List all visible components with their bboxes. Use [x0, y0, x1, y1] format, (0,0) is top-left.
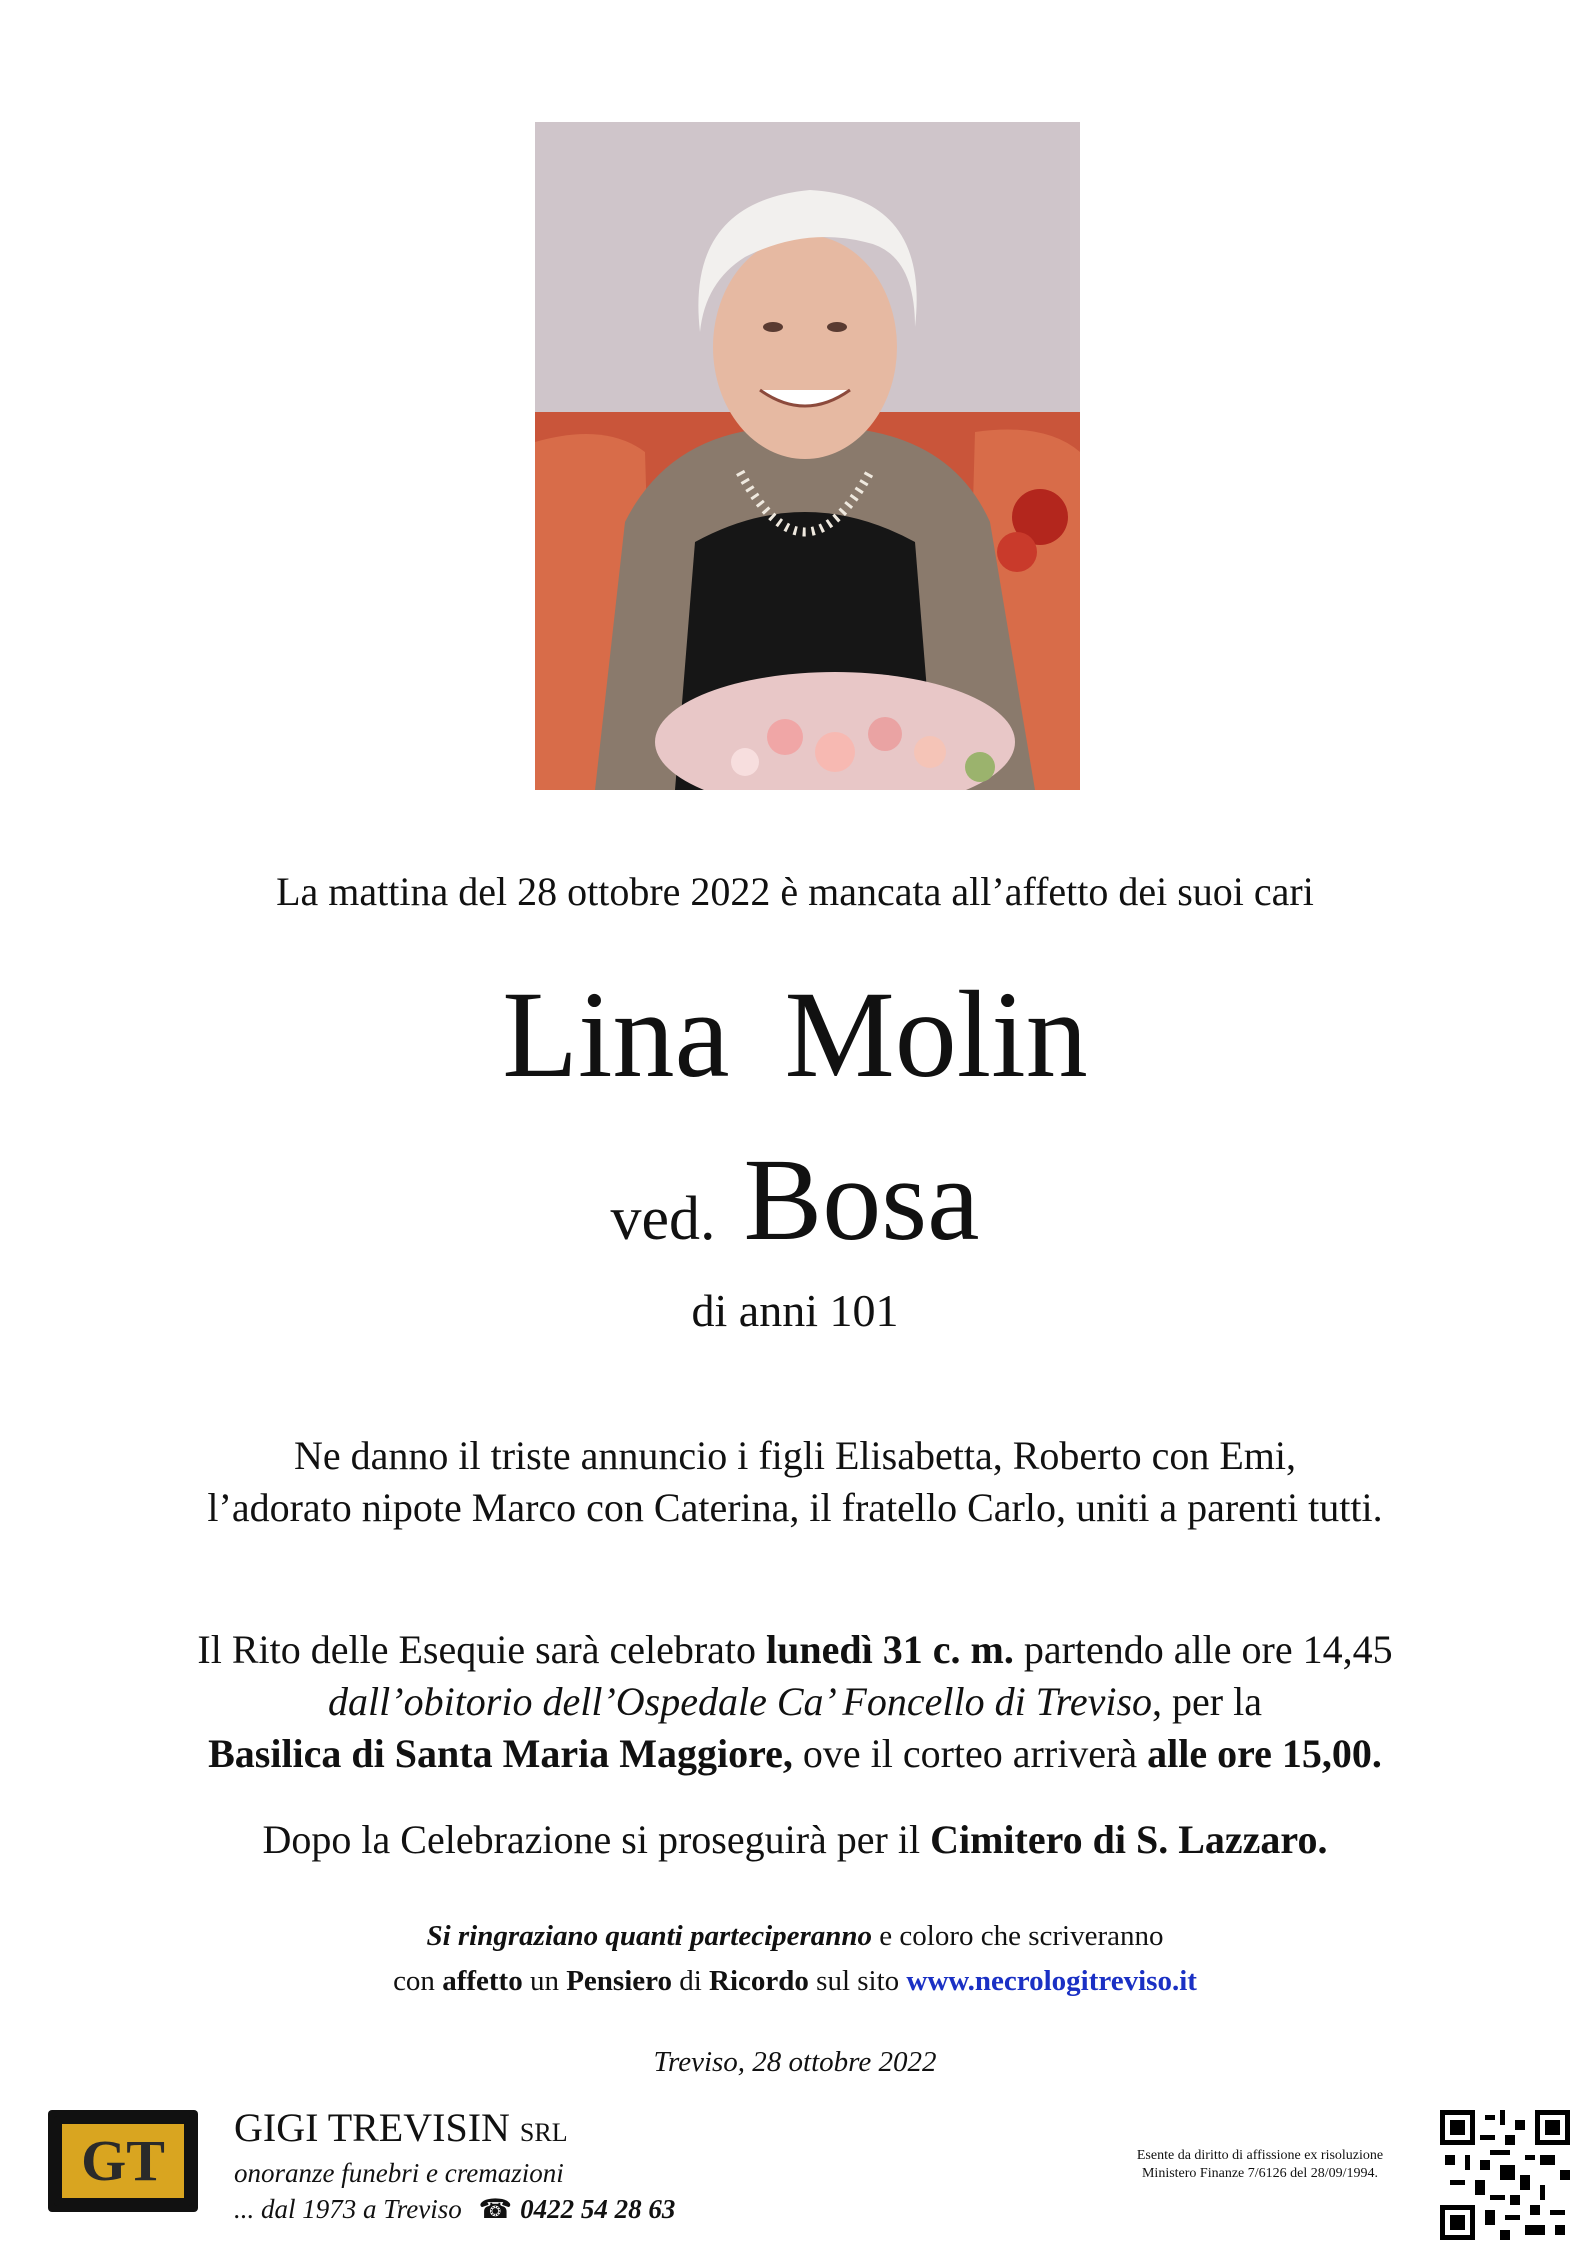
cemetery-name: Cimitero di S. Lazzaro.: [930, 1817, 1328, 1862]
thanks-line: [0, 1914, 1590, 1959]
deceased-name: Lina Molin: [502, 966, 1088, 1103]
widow-line: [0, 1134, 1590, 1295]
company-name-line: [234, 2106, 675, 2155]
place-date: Treviso, 28 ottobre 2022: [653, 2046, 937, 2078]
funeral-date: lunedì 31 c. m.: [766, 1627, 1014, 1672]
exemption-line: Esente da diritto di affissione ex risoluzione: [1136, 2148, 1384, 2163]
funeral-text: , per la: [1152, 1679, 1262, 1724]
logo-text: GT: [81, 2128, 165, 2193]
company-name: GIGI TREVISIN: [234, 2105, 510, 2150]
company-tagline: onoranze funebri e cremazioni: [234, 2158, 564, 2188]
widow-prefix: ved.: [610, 1185, 716, 1253]
funeral-line: [0, 1728, 1590, 1780]
funeral-text: Il Rito delle Esequie sarà celebrato: [197, 1627, 767, 1672]
company-logo: [48, 2110, 198, 2212]
family-announcement: [0, 1430, 1590, 1534]
family-line: Ne danno il triste annuncio i figli Elisabetta, Roberto con Emi,: [294, 1433, 1296, 1478]
church-name: Basilica di Santa Maria Maggiore,: [208, 1731, 793, 1776]
company-phone: 0422 54 28 63: [520, 2194, 676, 2224]
portrait-photo: [535, 122, 1080, 790]
thanks-bold: affetto: [442, 1965, 523, 1997]
funeral-text: partendo alle ore 14,45: [1013, 1627, 1393, 1672]
funeral-text: ove il corteo arriverà: [792, 1731, 1148, 1776]
married-surname: Bosa: [743, 1134, 980, 1265]
company-contact: [234, 2191, 675, 2227]
after-text: Dopo la Celebrazione si proseguirà per il: [262, 1817, 931, 1862]
exemption-note: [1100, 2147, 1420, 2183]
thanks-line: [0, 1959, 1590, 2004]
funeral-line: [0, 1624, 1590, 1676]
age-text: di anni 101: [691, 1285, 899, 1336]
thanks-emphasis: Si ringraziano quanti parteciperanno: [426, 1920, 873, 1952]
funeral-line: [0, 1676, 1590, 1728]
thanks-bold: Ricordo: [709, 1965, 809, 1997]
thanks-text: e coloro che scriveranno: [872, 1920, 1164, 1952]
family-line: l’adorato nipote Marco con Caterina, il fratello Carlo, uniti a parenti tutti.: [207, 1485, 1383, 1530]
thanks-note: [0, 1914, 1590, 2004]
arrival-time: alle ore 15,00.: [1147, 1731, 1382, 1776]
after-ceremony: [0, 1814, 1590, 1866]
thanks-text: un: [522, 1965, 567, 1997]
intro-text: La mattina del 28 ottobre 2022 è mancata all’affetto dei suoi cari: [276, 869, 1314, 914]
thanks-text: con: [393, 1965, 443, 1997]
thanks-text: sul sito: [808, 1965, 907, 1997]
thanks-text: di: [671, 1965, 710, 1997]
funeral-details: [0, 1624, 1590, 1780]
company-since: ... dal 1973 a Treviso: [234, 2194, 462, 2224]
thanks-bold: Pensiero: [566, 1965, 672, 1997]
website-link[interactable]: www.necrologitreviso.it: [906, 1965, 1197, 1997]
company-info: [234, 2106, 675, 2227]
departure-place: dall’obitorio dell’Ospedale Ca’ Foncello di Treviso: [328, 1679, 1153, 1724]
company-suffix: SRL: [519, 2118, 568, 2147]
phone-icon: ☎: [478, 2194, 513, 2224]
exemption-line: Ministero Finanze 7/6126 del 28/09/1994.: [1141, 2166, 1379, 2181]
qr-code[interactable]: [1440, 2110, 1570, 2240]
